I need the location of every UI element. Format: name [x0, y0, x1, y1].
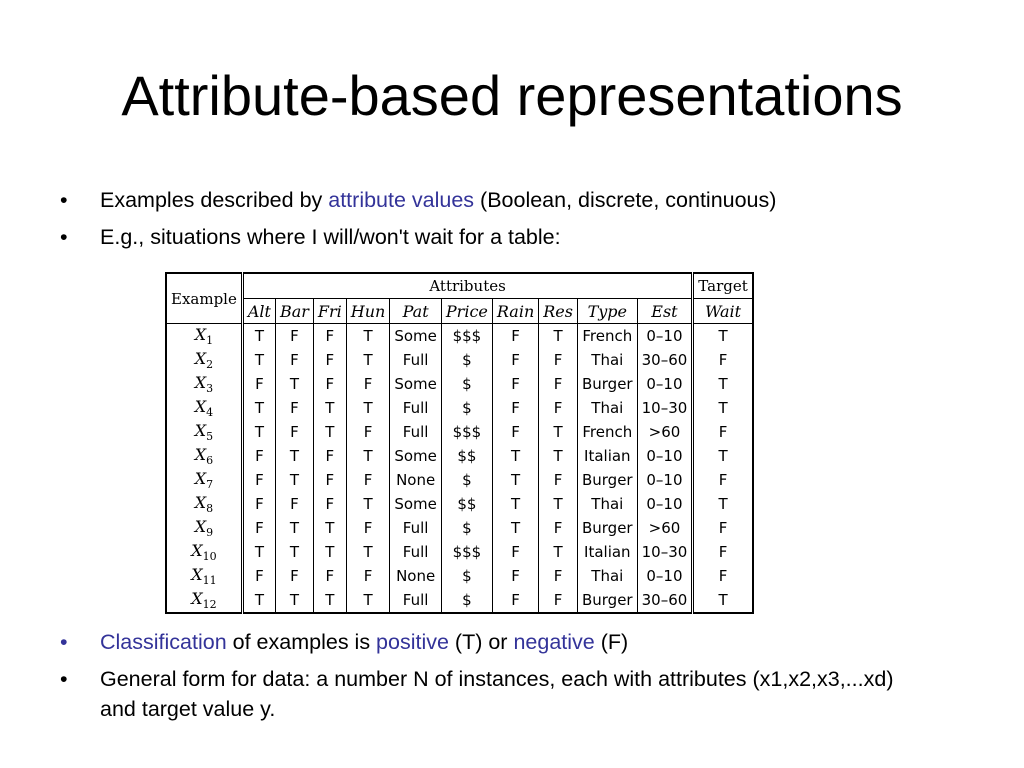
table-row — [166, 492, 753, 516]
bullet-text: of examples is — [226, 630, 377, 654]
bullet-dot: • — [60, 225, 68, 249]
example-id: $X_{12}$ — [166, 588, 242, 613]
highlighted-text: positive — [376, 630, 449, 654]
table-cell-price: $$$ — [441, 420, 492, 444]
column-header-type: Type — [577, 299, 637, 324]
example-id: $X_5$ — [166, 420, 242, 444]
table-cell-hun: T — [346, 492, 390, 516]
table-cell-fri: T — [313, 588, 346, 613]
bullet-item — [60, 627, 920, 657]
table-cell-res: T — [539, 420, 578, 444]
table-cell-bar: T — [275, 468, 313, 492]
table-cell-alt: F — [242, 372, 275, 396]
table-cell-res: F — [539, 468, 578, 492]
table-cell-rain: T — [492, 444, 538, 468]
table-cell-bar: F — [275, 492, 313, 516]
column-header-alt: Alt — [242, 299, 275, 324]
table-cell-rain: T — [492, 492, 538, 516]
table-cell-price: $ — [441, 468, 492, 492]
table-cell-wait: T — [693, 492, 753, 516]
table-cell-rain: F — [492, 540, 538, 564]
table-row — [166, 540, 753, 564]
table-cell-rain: F — [492, 348, 538, 372]
bullet-text: Examples described by — [100, 188, 329, 212]
highlighted-text: attribute values — [328, 188, 475, 212]
table-cell-alt: F — [242, 564, 275, 588]
table-cell-pat: Full — [390, 348, 442, 372]
table-cell-est: 0–10 — [637, 372, 693, 396]
column-header-rain: Rain — [492, 299, 538, 324]
table-cell-type: French — [577, 324, 637, 349]
table-cell-est: 30–60 — [637, 348, 693, 372]
table-cell-est: 10–30 — [637, 540, 693, 564]
table-cell-fri: F — [313, 348, 346, 372]
table-cell-wait: F — [693, 468, 753, 492]
table-cell-alt: F — [242, 516, 275, 540]
table-row — [166, 564, 753, 588]
example-id: $X_8$ — [166, 492, 242, 516]
example-header: Example — [166, 273, 242, 324]
table-cell-hun: T — [346, 444, 390, 468]
table-cell-wait: F — [693, 540, 753, 564]
table-row — [166, 420, 753, 444]
table-cell-est: 0–10 — [637, 324, 693, 349]
highlighted-text: Classification — [100, 630, 227, 654]
table-cell-wait: F — [693, 564, 753, 588]
table-cell-type: Burger — [577, 516, 637, 540]
table-cell-hun: T — [346, 348, 390, 372]
attribute-table — [165, 272, 754, 614]
table-cell-bar: T — [275, 588, 313, 613]
table-cell-wait: T — [693, 324, 753, 349]
example-id: $X_6$ — [166, 444, 242, 468]
table-cell-bar: F — [275, 348, 313, 372]
example-id: $X_{11}$ — [166, 564, 242, 588]
table-cell-type: Burger — [577, 468, 637, 492]
column-header-hun: Hun — [346, 299, 390, 324]
table-cell-est: >60 — [637, 516, 693, 540]
data-table-container — [165, 272, 754, 614]
column-header-price: Price — [441, 299, 492, 324]
table-cell-rain: F — [492, 564, 538, 588]
table-row — [166, 324, 753, 349]
table-cell-bar: T — [275, 372, 313, 396]
column-header-pat: Pat — [390, 299, 442, 324]
table-row — [166, 516, 753, 540]
table-cell-est: 0–10 — [637, 564, 693, 588]
bullet-dot: • — [60, 667, 68, 691]
table-cell-wait: T — [693, 396, 753, 420]
attributes-header: Attributes — [242, 273, 692, 299]
table-cell-hun: F — [346, 516, 390, 540]
bullet-dot: • — [60, 630, 68, 654]
table-cell-hun: T — [346, 588, 390, 613]
example-id: $X_1$ — [166, 324, 242, 349]
table-cell-res: T — [539, 444, 578, 468]
table-cell-pat: Full — [390, 396, 442, 420]
table-cell-alt: F — [242, 468, 275, 492]
table-cell-wait: T — [693, 588, 753, 613]
table-cell-fri: F — [313, 372, 346, 396]
table-cell-wait: F — [693, 420, 753, 444]
column-header-res: Res — [539, 299, 578, 324]
table-cell-res: F — [539, 348, 578, 372]
target-header: Target — [693, 273, 753, 299]
table-cell-res: F — [539, 516, 578, 540]
table-cell-hun: T — [346, 540, 390, 564]
table-row — [166, 372, 753, 396]
table-cell-fri: T — [313, 420, 346, 444]
table-cell-type: French — [577, 420, 637, 444]
table-cell-fri: T — [313, 540, 346, 564]
table-cell-fri: T — [313, 516, 346, 540]
table-cell-pat: Full — [390, 516, 442, 540]
table-cell-price: $ — [441, 372, 492, 396]
table-row — [166, 468, 753, 492]
table-cell-bar: T — [275, 540, 313, 564]
table-cell-fri: F — [313, 564, 346, 588]
table-cell-est: 10–30 — [637, 396, 693, 420]
example-id: $X_{10}$ — [166, 540, 242, 564]
table-cell-pat: Some — [390, 324, 442, 349]
table-cell-type: Thai — [577, 396, 637, 420]
table-cell-price: $ — [441, 396, 492, 420]
table-cell-res: T — [539, 540, 578, 564]
table-row — [166, 588, 753, 613]
table-cell-fri: F — [313, 492, 346, 516]
table-cell-price: $ — [441, 564, 492, 588]
table-cell-bar: F — [275, 324, 313, 349]
table-cell-bar: T — [275, 444, 313, 468]
highlighted-text: negative — [513, 630, 595, 654]
table-cell-type: Burger — [577, 372, 637, 396]
example-id: $X_9$ — [166, 516, 242, 540]
table-cell-type: Burger — [577, 588, 637, 613]
table-cell-alt: T — [242, 540, 275, 564]
table-cell-pat: None — [390, 564, 442, 588]
bullet-item — [60, 222, 960, 252]
table-cell-hun: F — [346, 372, 390, 396]
bullet-list-bottom — [60, 627, 920, 731]
bullet-text: E.g., situations where I will/won't wait for a table: — [100, 225, 561, 249]
table-cell-res: F — [539, 588, 578, 613]
column-header-fri: Fri — [313, 299, 346, 324]
table-cell-rain: F — [492, 396, 538, 420]
table-cell-pat: Some — [390, 444, 442, 468]
table-cell-rain: F — [492, 588, 538, 613]
table-cell-fri: F — [313, 444, 346, 468]
table-cell-type: Italian — [577, 444, 637, 468]
table-cell-pat: Some — [390, 492, 442, 516]
table-cell-hun: F — [346, 564, 390, 588]
table-cell-alt: T — [242, 588, 275, 613]
slide-title: Attribute-based representations — [121, 64, 903, 127]
table-cell-wait: T — [693, 444, 753, 468]
table-cell-pat: None — [390, 468, 442, 492]
table-cell-bar: F — [275, 420, 313, 444]
table-cell-res: F — [539, 372, 578, 396]
table-cell-hun: F — [346, 420, 390, 444]
table-cell-wait: F — [693, 516, 753, 540]
table-cell-alt: T — [242, 396, 275, 420]
table-cell-price: $$$ — [441, 324, 492, 349]
bullet-text: (Boolean, discrete, continuous) — [474, 188, 777, 212]
column-header-wait: Wait — [693, 299, 753, 324]
bullet-text: (T) or — [448, 630, 514, 654]
table-cell-rain: F — [492, 372, 538, 396]
table-cell-price: $$ — [441, 444, 492, 468]
table-cell-est: 0–10 — [637, 468, 693, 492]
table-cell-res: T — [539, 324, 578, 349]
bullet-dot: • — [60, 188, 68, 212]
table-cell-est: >60 — [637, 420, 693, 444]
table-cell-est: 0–10 — [637, 444, 693, 468]
table-row — [166, 396, 753, 420]
table-cell-bar: F — [275, 396, 313, 420]
table-cell-rain: T — [492, 468, 538, 492]
table-cell-res: F — [539, 564, 578, 588]
table-cell-price: $$$ — [441, 540, 492, 564]
column-header-est: Est — [637, 299, 693, 324]
table-cell-bar: T — [275, 516, 313, 540]
table-cell-alt: F — [242, 492, 275, 516]
table-cell-bar: F — [275, 564, 313, 588]
table-cell-res: F — [539, 396, 578, 420]
bullet-text: (F) — [594, 630, 629, 654]
table-cell-price: $ — [441, 516, 492, 540]
table-row — [166, 444, 753, 468]
table-cell-rain: F — [492, 420, 538, 444]
example-id: $X_2$ — [166, 348, 242, 372]
table-cell-pat: Full — [390, 588, 442, 613]
table-cell-hun: T — [346, 324, 390, 349]
table-cell-alt: F — [242, 444, 275, 468]
table-cell-wait: T — [693, 372, 753, 396]
bullet-text: General form for data: a number N of instances, each with attributes (x1,x2,x3,...xd) and target value y. — [100, 667, 894, 721]
table-cell-type: Italian — [577, 540, 637, 564]
table-cell-rain: F — [492, 324, 538, 349]
table-cell-alt: T — [242, 420, 275, 444]
table-cell-alt: T — [242, 324, 275, 349]
table-cell-price: $ — [441, 348, 492, 372]
table-cell-wait: F — [693, 348, 753, 372]
table-cell-est: 30–60 — [637, 588, 693, 613]
table-cell-price: $ — [441, 588, 492, 613]
table-cell-fri: F — [313, 468, 346, 492]
table-cell-est: 0–10 — [637, 492, 693, 516]
example-id: $X_7$ — [166, 468, 242, 492]
table-cell-rain: T — [492, 516, 538, 540]
table-cell-type: Thai — [577, 348, 637, 372]
bullet-item — [60, 664, 920, 724]
table-cell-pat: Full — [390, 420, 442, 444]
table-cell-hun: T — [346, 396, 390, 420]
table-cell-hun: F — [346, 468, 390, 492]
table-row — [166, 348, 753, 372]
example-id: $X_3$ — [166, 372, 242, 396]
table-cell-fri: T — [313, 396, 346, 420]
table-cell-alt: T — [242, 348, 275, 372]
table-cell-type: Thai — [577, 492, 637, 516]
table-cell-pat: Some — [390, 372, 442, 396]
table-cell-price: $$ — [441, 492, 492, 516]
bullet-item — [60, 185, 960, 215]
table-cell-res: T — [539, 492, 578, 516]
table-cell-type: Thai — [577, 564, 637, 588]
table-cell-pat: Full — [390, 540, 442, 564]
bullet-list-top — [60, 185, 960, 259]
table-cell-fri: F — [313, 324, 346, 349]
example-id: $X_4$ — [166, 396, 242, 420]
column-header-bar: Bar — [275, 299, 313, 324]
